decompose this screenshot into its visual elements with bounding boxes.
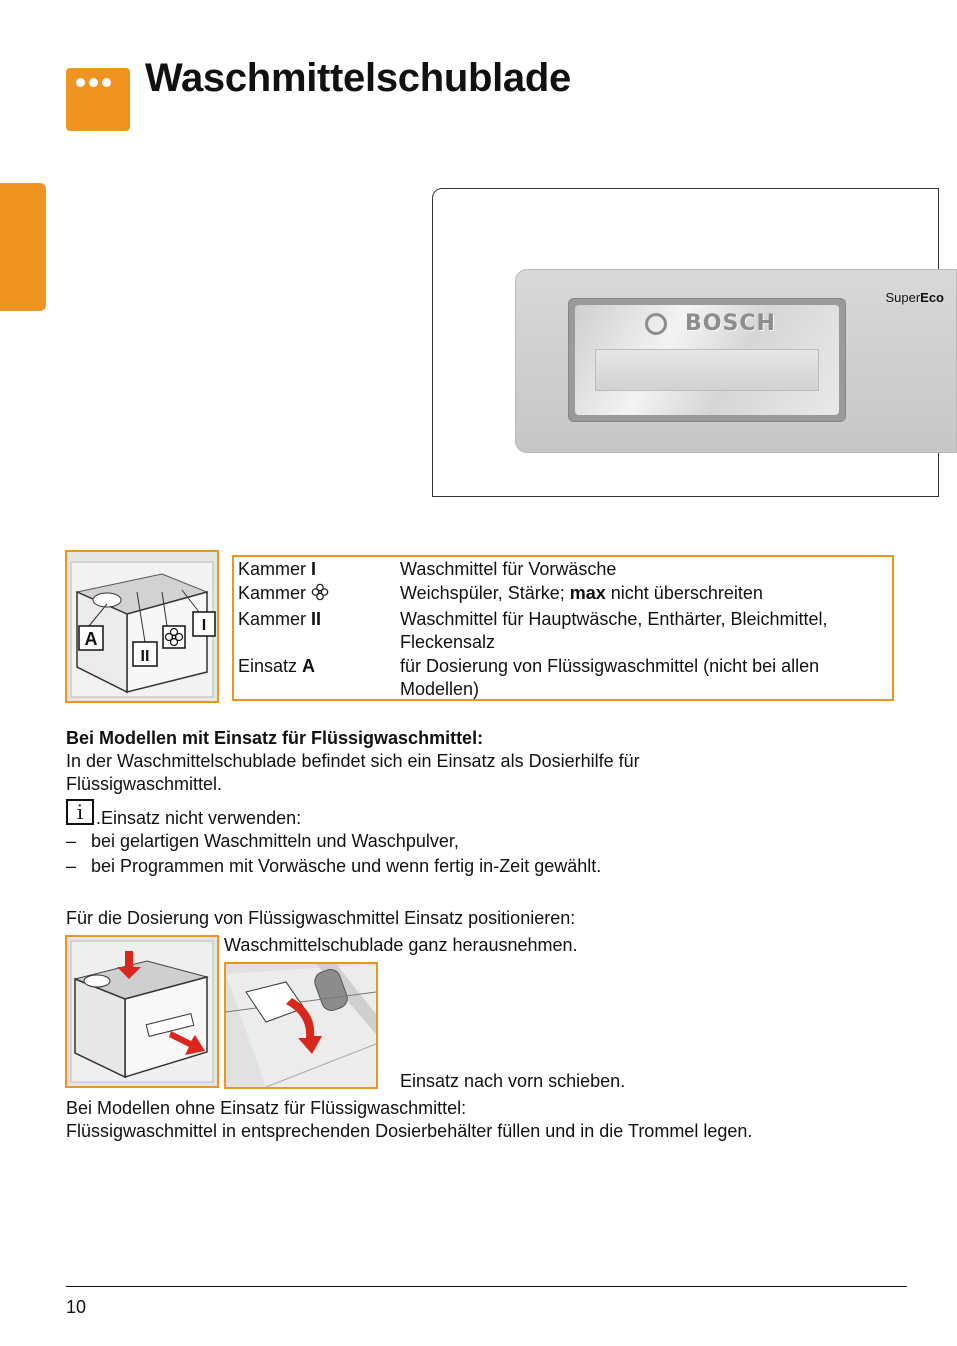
table-row: Kammer — [238, 582, 329, 605]
step-text: Waschmittelschublade ganz herausnehmen. — [224, 935, 578, 955]
list-item: – bei Programmen mit Vorwäsche und wenn fertig in-Zeit gewählt. — [66, 856, 602, 876]
footer-divider — [66, 1286, 907, 1287]
table-cell: für Dosierung von Flüssigwaschmittel (nicht bei allen Modellen) — [400, 656, 820, 699]
paragraph-line: Flüssigwaschmittel in entsprechenden Dosierbehälter füllen und in die Trommel legen. — [66, 1121, 753, 1141]
info-text: .Einsatz nicht verwenden: — [96, 808, 302, 828]
list-item: – bei gelartigen Waschmitteln und Waschpulver, — [66, 831, 459, 851]
control-panel — [515, 269, 957, 453]
flower-icon — [311, 583, 329, 601]
insert-slide-figure — [224, 962, 378, 1089]
section-icon — [66, 68, 130, 131]
label-i: I — [201, 617, 207, 634]
table-cell: Weichspüler, Stärke; max nicht überschreiten — [400, 583, 763, 603]
detergent-drawer — [568, 298, 846, 422]
label-ii: II — [140, 648, 150, 665]
step-text: Einsatz nach vorn schieben. — [400, 1071, 626, 1091]
paragraph-line: Bei Modellen ohne Einsatz für Flüssigwaschmittel: — [66, 1098, 467, 1118]
dot-icon — [76, 78, 85, 87]
compartment-table — [232, 555, 894, 701]
supereco-badge: SuperEco — [885, 290, 944, 305]
dot-icon — [89, 78, 98, 87]
page-number: 10 — [66, 1297, 87, 1317]
table-cell: Waschmittel für Hauptwäsche, Enthärter, Bleichmittel, Fleckensalz — [400, 609, 828, 652]
drawer-remove-figure — [65, 935, 219, 1088]
paragraph-line: Für die Dosierung von Flüssigwaschmittel Einsatz positionieren: — [66, 908, 576, 928]
section-heading: Bei Modellen mit Einsatz für Flüssigwaschmittel: — [66, 728, 484, 748]
bosch-logo-icon — [645, 313, 667, 335]
dot-icon — [102, 78, 111, 87]
table-row: Kammer II — [238, 609, 322, 629]
table-cell: Waschmittel für Vorwäsche — [400, 559, 617, 579]
table-row: Einsatz A — [238, 656, 316, 676]
chapter-tab — [0, 183, 46, 311]
paragraph-line: Flüssigwaschmittel. — [66, 774, 223, 794]
label-a: A — [84, 629, 98, 649]
info-icon: i — [66, 799, 94, 825]
table-row: Kammer I — [238, 559, 317, 579]
brand-name: BOSCH — [685, 311, 776, 336]
drawer-compartments-figure — [65, 550, 219, 703]
machine-panel-image — [432, 188, 944, 497]
paragraph-line: In der Waschmittelschublade befindet sich ein Einsatz als Dosierhilfe für — [66, 751, 640, 771]
page-title: Waschmittelschublade — [145, 56, 571, 100]
